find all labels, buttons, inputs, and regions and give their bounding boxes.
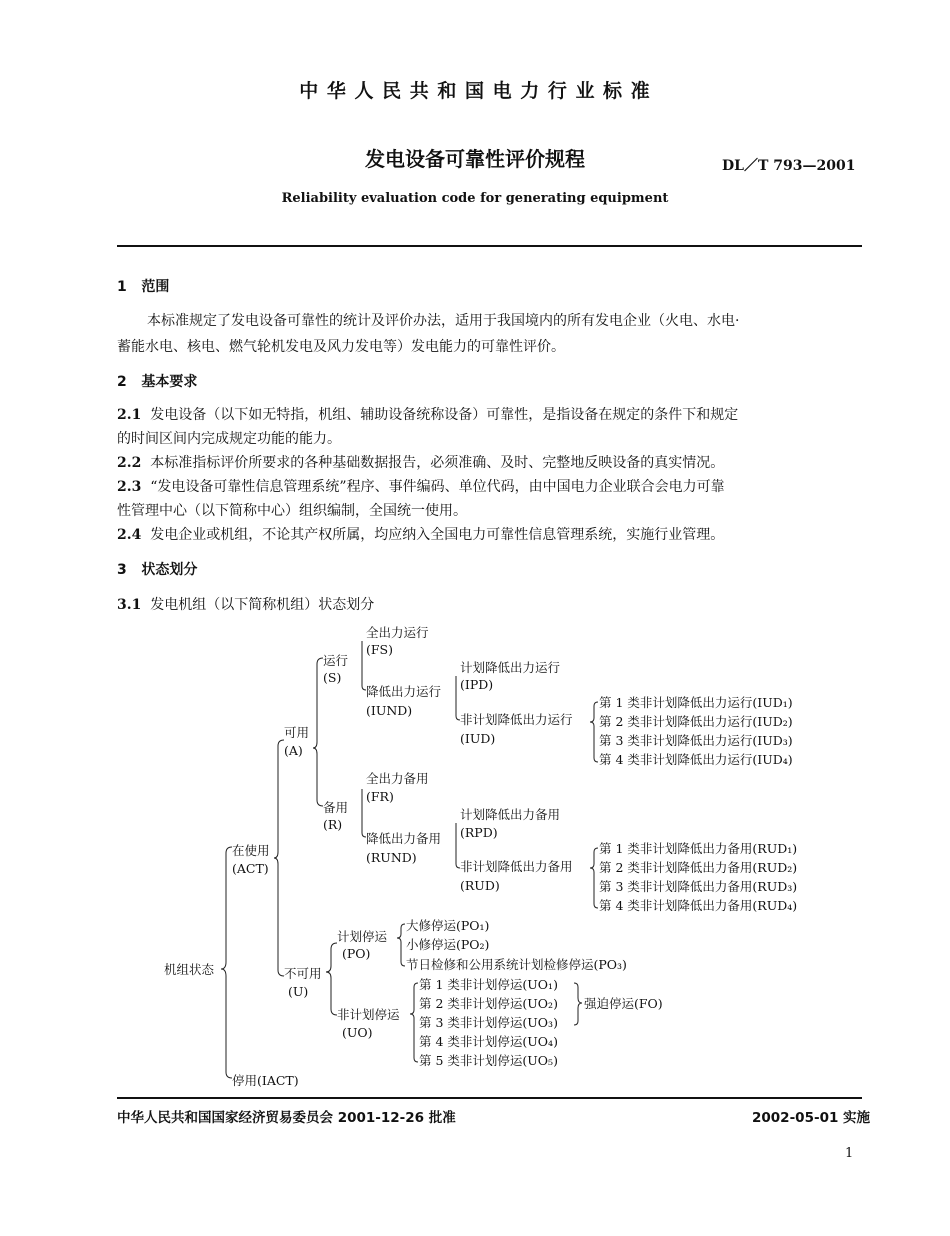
effective-date: 2002-05-01 实施	[752, 1110, 871, 1126]
tree-node-code: (IUND)	[366, 703, 413, 718]
tree-node-code: (UO)	[342, 1025, 373, 1040]
tree-node-po: 计划停运	[337, 929, 388, 944]
tree-leaf-iud3: 第 3 类非计划降低出力运行(IUD₃)	[599, 733, 793, 748]
tree-leaf-uo4: 第 4 类非计划停运(UO₄)	[419, 1034, 558, 1049]
tree-node-fr: 全出力备用	[366, 771, 429, 786]
clause-number: 2.4	[117, 527, 142, 543]
clause-number: 2.1	[117, 407, 142, 423]
footer-rule	[117, 1097, 862, 1099]
tree-leaf-iud2: 第 2 类非计划降低出力运行(IUD₂)	[599, 714, 793, 729]
tree-node-code: (IUD)	[460, 731, 496, 746]
paragraph-line: 本标准规定了发电设备可靠性的统计及评价办法，适用于我国境内的所有发电企业（火电、水电·	[147, 313, 740, 329]
bracket-iud	[590, 702, 598, 762]
section-number: 3	[117, 562, 127, 578]
bracket-po	[397, 924, 405, 966]
clause-number: 2.2	[117, 455, 142, 471]
tree-leaf-uo5: 第 5 类非计划停运(UO₅)	[419, 1053, 558, 1068]
tree-node-code: (FS)	[366, 642, 393, 657]
tree-node-rpd: 计划降低出力备用	[460, 807, 561, 822]
bracket-act	[274, 740, 284, 976]
clause-text: 本标准指标评价所要求的各种基础数据报告，必须准确、及时、完整地反映设备的真实情况。	[150, 455, 725, 471]
tree-leaf-iud1: 第 1 类非计划降低出力运行(IUD₁)	[599, 695, 793, 710]
tree-node-uo: 非计划停运	[337, 1007, 400, 1022]
tree-node-code: (RPD)	[460, 825, 498, 840]
tree-leaf-po2: 小修停运(PO₂)	[406, 937, 490, 952]
tree-node-rud: 非计划降低出力备用	[460, 859, 573, 874]
clause-text: 发电机组（以下简称机组）状态划分	[150, 597, 375, 613]
bracket-a	[313, 658, 323, 806]
tree-node-ipd: 计划降低出力运行	[460, 660, 561, 675]
clause-text: 发电设备（以下如无特指，机组、辅助设备统称设备）可靠性，是指设备在规定的条件下和规定	[150, 407, 739, 423]
english-subtitle: Reliability evaluation code for generating equipment	[281, 191, 669, 206]
approval-line: 中华人民共和国国家经济贸易委员会 2001-12-26 批准	[117, 1110, 456, 1126]
paragraph-line: 性管理中心（以下简称中心）组织编制，全国统一使用。	[117, 503, 467, 519]
tree-node-code: (RUND)	[366, 850, 417, 865]
section-title: 基本要求	[141, 374, 198, 390]
tree-node-code: (ACT)	[232, 861, 269, 876]
tree-leaf-uo1: 第 1 类非计划停运(UO₁)	[419, 977, 558, 992]
clause-number: 2.3	[117, 479, 142, 495]
bracket-fo	[574, 983, 582, 1025]
tree-node-act: 在使用	[232, 843, 270, 858]
bracket-rud	[590, 848, 598, 908]
bracket-root	[221, 847, 232, 1078]
tree-node-a: 可用	[284, 725, 310, 740]
tree-node-rund: 降低出力备用	[366, 831, 442, 846]
tree-node-code: (R)	[323, 817, 343, 832]
paragraph-line: 的时间区间内完成规定功能的能力。	[117, 431, 341, 447]
tree-node-root: 机组状态	[164, 962, 215, 977]
tree-node-code: (RUD)	[460, 878, 500, 893]
tree-node-code: (FR)	[366, 789, 394, 804]
tree-node-code: (U)	[288, 984, 309, 999]
tree-node-u: 不可用	[284, 966, 322, 981]
standard-code: DL／T 793—2001	[722, 158, 856, 174]
section-number: 1	[117, 279, 127, 295]
tree-leaf-iud4: 第 4 类非计划降低出力运行(IUD₄)	[599, 752, 793, 767]
tree-node-r: 备用	[323, 800, 349, 815]
clause-text: “发电设备可靠性信息管理系统”程序、事件编码、单位代码，由中国电力企业联合会电力可靠	[150, 479, 725, 495]
tree-node-code: (PO)	[342, 946, 371, 961]
tree-leaf-rud4: 第 4 类非计划降低出力备用(RUD₄)	[599, 898, 798, 913]
tree-node-s: 运行	[323, 653, 349, 668]
page-number: 1	[845, 1146, 854, 1161]
clause-number: 3.1	[117, 597, 142, 613]
tree-leaf-po3: 节日检修和公用系统计划检修停运(PO₃)	[406, 957, 627, 972]
tree-node-iud: 非计划降低出力运行	[460, 712, 573, 727]
section-title: 状态划分	[141, 562, 198, 578]
section-title: 范围	[141, 279, 170, 295]
tree-leaf-uo2: 第 2 类非计划停运(UO₂)	[419, 996, 558, 1011]
tree-node-code: (S)	[323, 670, 342, 685]
tree-leaf-rud2: 第 2 类非计划降低出力备用(RUD₂)	[599, 860, 798, 875]
section-number: 2	[117, 374, 127, 390]
tree-leaf-rud1: 第 1 类非计划降低出力备用(RUD₁)	[599, 841, 798, 856]
tree-node-fo: 强迫停运(FO)	[584, 996, 663, 1011]
tree-leaf-po1: 大修停运(PO₁)	[406, 918, 490, 933]
paragraph-line: 蓄能水电、核电、燃气轮机发电及风力发电等）发电能力的可靠性评价。	[117, 339, 565, 355]
tree-node-code: (A)	[284, 743, 303, 758]
document-title: 发电设备可靠性评价规程	[365, 147, 585, 171]
bracket-uo	[410, 983, 418, 1062]
tree-leaf-uo3: 第 3 类非计划停运(UO₃)	[419, 1015, 558, 1030]
issuing-standard-heading: 中 华 人 民 共 和 国 电 力 行 业 标 准	[299, 80, 651, 102]
tree-node-iact: 停用(IACT)	[232, 1073, 299, 1088]
bracket-u	[326, 943, 337, 1015]
tree-leaf-rud3: 第 3 类非计划降低出力备用(RUD₃)	[599, 879, 798, 894]
tree-node-code: (IPD)	[460, 677, 494, 692]
tree-node-fs: 全出力运行	[366, 625, 429, 640]
tree-node-iund: 降低出力运行	[366, 684, 442, 699]
clause-text: 发电企业或机组，不论其产权所属，均应纳入全国电力可靠性信息管理系统，实施行业管理。	[150, 527, 725, 543]
